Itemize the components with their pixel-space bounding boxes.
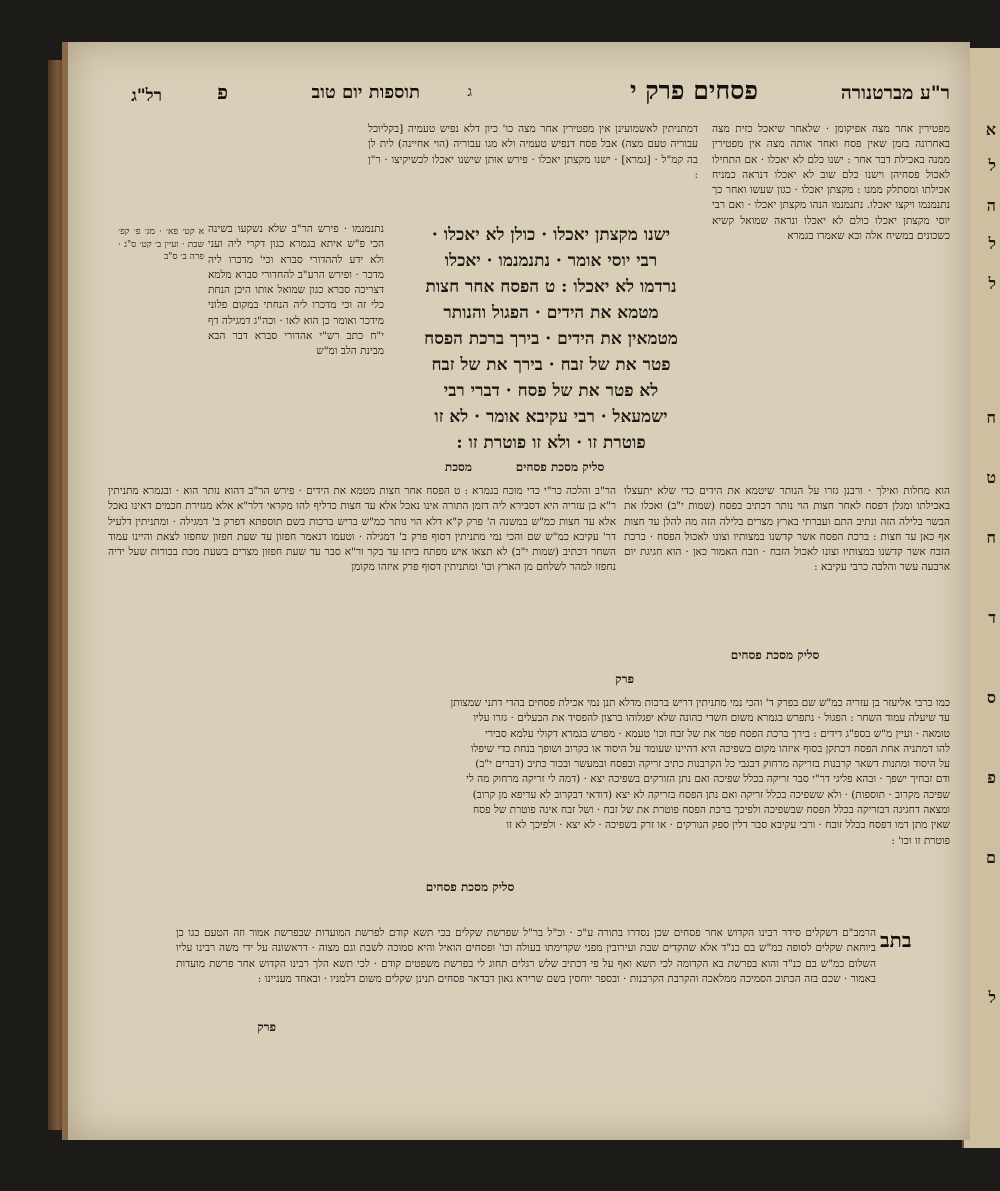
ktav-text: הרמב"ם דשקלים סידר רבינו הקדוש אחר פסחים שכן נסדרו בתורה ע"כ · וכ"ל בר"ל שפרשת שקלים בכי תשא קודם לפרשת המועדות שבפרשת אמור וזה הטעם כגו כן ביוחאת שקלים לסופה כמ"ש בם כנ"ד אלא שהקדים שבת ועירובין מפני שקדימתו בעולה וכו' ופסחים הואיל והיא סמוכה לשבת וגם מצוה · דראשונה על ידי משה רבינו עליו השלום כמ"ש בם כנ"ד והוא בפרשת בא הקדומה לכי תשא ואף על פי דכתיב שלש רגלים תחוג לי בפרשת משפטים קודם · לכי תשא הלך רבינו הקדוש אחר פרשת מועדות באמור · שכם בזה הכתוב הסמיכה ממלאכה והקרבת הקרבנות · ובספר יוחסין בשם שרירא גאון דבדאר פסחים תנינן שקלים משום דלמניו · ובאחד מעניינו :: [176, 927, 876, 985]
text-line: ודם זבחיך ישפך · ובהא פליגי דר"י סבר זריקה בכלל שפיכה ואם נתן הזורקים בשפיכה יצא · (דמה לי זריקה מרחוק מה לי: [466, 773, 950, 786]
mishna-line: מטמאין את הידים · בירך ברכת הפסח: [424, 329, 678, 349]
bartenura-top-column: מפטירין אחר מצה אפיקומן · שלאחר שיאכל כזית מצה באחרונה בזמן שאין פסח ואחר אותה מצה אין מפטירין ממנה באכילת דבר אחר : ישנו כלם לא יאכלו · אם התחילו לאכול פסחיהן וישנו כלם שוב לא יאכלו דנראה כמניח אכילתו ומסתלק ממנו : מקצתן יאכלו · כגון שעשו ואחר כך נתנמנמו ויקצו יאכלו. נתנמנמו הנהו מקצתן יאכלו · ואם רבי יוסי מקצתן יאכלו כולם לא יאכלו ונראה שמואל קשיא כשכונים במשיח אלה ובא שאמרו בגמרא: [712, 123, 950, 243]
facing-page-letter: פ: [987, 768, 996, 787]
facing-page-letter: ח: [986, 408, 996, 427]
text-line: עד שיעלה עמוד השחר : הפגול · נתפרש בגמרא משום חשדי כהונה שלא יפגלוהו ברצון להפסיד את הבעלים · גזרו עליו: [473, 712, 950, 725]
text-line: ומצאה דחגיגה דבזריקה בכלל הפסח שבשפיכה ולפיכך ברכת הפסח פוטרת את של זבח · ושל זבח אינה פוטרת של פסח: [472, 804, 950, 817]
chapter-letter-marker: ג: [467, 84, 472, 100]
mishna-line: רבי יוסי אומר · נתנמנמו · יאכלו: [444, 251, 658, 271]
bartenura-siyum: סליק מסכת פסחים: [730, 648, 820, 662]
text-line: על היסוד ומתנות דשאר קרבנות בזריקה מרחוק דבגבי כל הקרבנות כתיב זריקה ובפסח ובמעשר ובכור כתיב (דברים י"ב): [475, 758, 950, 771]
mishna-line: ישמעאל · רבי עקיבא אומר · לא זו: [434, 407, 668, 427]
tosafot-top-column: דמתניתין לאשמועינן אין מפטירין אחר מצה כו' כיון דלא נפיש טעמיה [בקליוכל עבוריה טעם מצה) אבל פסח דנפיש טעמיה ולא מגו עבוריה (הוי אחיינה) לית לן בה קמ"ל · [גמרא] · ישנו מקצתן יאכלו · פירש אותן שישנו יאכלו לכשיקיצו · ר"ן :: [368, 123, 698, 181]
mishna-line: ישנו מקצתן יאכלו · כולן לא יאכלו ·: [431, 225, 671, 245]
marginal-references: א קט׳ פא׳ · מג׳ פ׳ קפ׳ שבת · ועיין ב׳ קט׳ ס"ג · פרה ב׳ ס"ב: [118, 227, 204, 262]
page-number: רל"ג: [131, 86, 162, 106]
text-line: טומאה · ועיין מ"ש בספ"ג דידים : בירך ברכת הפסח פטר את של זבח וכו' טעמא · מפרש בגמרא דקולי עלמא סבירי: [485, 727, 950, 740]
mishna-line: נרדמו לא יאכלו : ט הפסח אחר חצות: [425, 277, 677, 297]
tosafot-lower-column: הר"ב והלכה כר"י כדי מוכח בגמרא : ט הפסח אחר חצות מטמא את הידים · פירש הר"ב דהוא נותר הוא · ובגמרא מתניתין ר"א בן עזריה היא דסבירא ליה דזמן התורה אינו נאכל אלא עד חצות כדליף להו מקראי דלר"א אלא מגזירת חכמים דאינו נאכל אלא עד חצות כמ"ש במשנה ה' פרק ק"א דלא הוי נותר כמ"ש בריש ברכות בשם תוספתא דפרק ב' דמגילה · ומתניתין דלעיל דר' עקיבא כמ"ש שם והכי נמי מתניתין דסוף פרק ב' דמגילה · וטעמו דנאמר חפזון עד שעת חפזון שחפזו לצאת והיינו עמוד השחר דכתיב (שמות י"ב) לא תצאו איש מפתח ביתו עד בקר ור"א סבר עד שעת חפזון מצרים בשעת מכת בכורות שעל ידיה נחפזו למהר לשלחם מן הארץ וכו' ומתניתין דסוף פרק איזהו מקומן: [108, 485, 616, 574]
facing-page-letter: ד: [988, 608, 996, 627]
facing-page-letter: ל: [988, 274, 996, 293]
running-header: [110, 78, 950, 114]
facing-page-letter: ם: [986, 848, 996, 867]
facing-page-letter: ה: [986, 196, 996, 215]
facing-page-letter: ס: [986, 688, 996, 707]
mishna-text: [392, 222, 710, 454]
text-line: להו דמתניה אחת הפסח דכתקן בסוף איזהו מקום בשפיכה היא דהיינו שעומד על היסוד או בקרוב ושופך בנחת כדי שיפלו: [470, 742, 950, 755]
facing-page-letter: ל: [988, 156, 996, 175]
text-line: פוטרת זו וכו' :: [891, 834, 950, 847]
mishna-line: מטמא את הידים · הפגול והנותר: [443, 303, 659, 323]
ktav-heading: בתב: [880, 928, 912, 952]
bartenura-header: ר"ע מברטנורה: [840, 82, 950, 104]
text-line: שאין מתן דמו דפסח בכלל זובח · ורבי עקיבא סבר דלין ספק הנורקים · או זרק בשפיכה · לא יצא · ולפיכך לא זו: [506, 819, 950, 832]
facing-page-letter: ט: [986, 468, 996, 487]
text-line: כמו כרבי אליעזר בן עזריה כמ"ש שם בפרק ד' והכי נמי מתניתין דריש ברכות מדלא תנן נמי אכילת פסחים בהדי דתני שמצותן: [450, 697, 950, 709]
mishna-siyum: סליק מסכת פסחים: [515, 460, 605, 474]
facing-page-letter: ח: [986, 528, 996, 547]
mishna-line: פוטרת זו · ולא זו פוטרת זו :: [456, 433, 646, 453]
text-line: שפיכה מקרוב · תוספות) · ולא ששפיכה בכלל זריקה ואם נתן הפסח בזריקה לא יצא (דודאי דבקרוב לא עדיפא מן קרוב): [472, 788, 950, 801]
tosafot-bottom-block: [108, 696, 950, 878]
folio-letter: פ: [217, 80, 228, 104]
masechet-label: מסכת: [444, 460, 472, 474]
perek-label: פרק: [615, 672, 634, 686]
mishna-line: פטר את של זבח · בירך את של זבח: [431, 355, 671, 375]
facing-page-letter: א: [985, 120, 996, 139]
tosafot-side-column: נתנמנמו · פירש הר"ב שלא נשקעו בשינה הכי פ"ש איתא בגמרא כגון דקרי ליה ועני ולא ידע לההדורי סברא וכי' מדכרו ליה מדכר · ופירש הרע"ב להחדורי סברא מלמא דצריכה סברא כגון שמואל אותו היכן הנחת כלי זה וכי מדכרו ליה הנחתי במקום פלוני מידכר ואומר כן הוא לאו · וכה"ג דמגילה דף י"ח כתב רש"י אהדורי סברא דבר הבא מבינת הלב ומ"ש: [208, 223, 384, 358]
facing-page-letter: ל: [988, 988, 996, 1007]
bartenura-lower-column: הוא מחלות ואילך · ורבנן גזרו על הנותר שיטמא את הידים כדי שלא יתעצלו באכילתו ומגלן דפסח לאחר חצות הוי נותר דכתיב בפסח (שמות י"ב) ואכלו את הבשר בלילה הזה ונתיב התם ועברתי בארץ מצרים בלילה הזה מה להלן עד חצות אף כאן עד חצות : ברכת הפסח אשר קדשנו במצותיו וצונו לאכול הפסח · ברכת הזבח אשר קדשנו במצותיו וצונו לאכול הזבח · וזבח האמור כאן · הוא חגיגת יום ארבעה עשר והלכה כרבי עקיבא :: [624, 485, 950, 574]
mishna-line: לא פטר את של פסח · דברי רבי: [443, 381, 659, 401]
facing-page-letter: ל: [988, 234, 996, 253]
catchword: פרק: [257, 1020, 276, 1034]
chapter-header: פסחים פרק י: [630, 76, 758, 105]
tosafot-header: תוספות יום טוב: [311, 82, 420, 103]
tosafot-siyum: סליק מסכת פסחים: [425, 880, 515, 894]
